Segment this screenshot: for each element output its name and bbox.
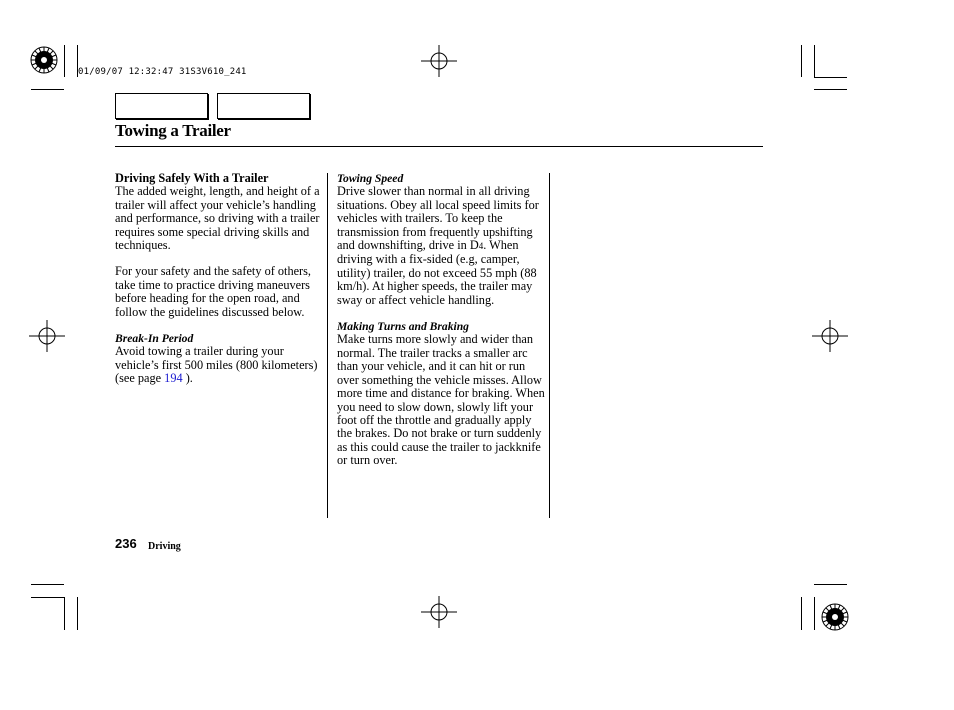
column-divider — [327, 173, 328, 518]
column-1 — [115, 172, 321, 386]
column-divider — [549, 173, 550, 518]
section-heading: Driving Safely With a Trailer — [115, 171, 269, 185]
nav-tab-main-menu[interactable] — [115, 93, 208, 119]
section-name: Driving — [148, 541, 181, 552]
page-title: Towing a Trailer — [115, 121, 231, 140]
registration-crosshair-icon — [812, 320, 848, 352]
registration-crosshair-icon — [421, 45, 457, 77]
paragraph: The added weight, length, and height of a trailer will affect your vehicle’s handling and performance, so driving with a trailer requires some special driving skills and techniques. — [115, 184, 320, 253]
page-reference-link[interactable]: 194 — [164, 371, 183, 386]
print-stamp: 01/09/07 12:32:47 31S3V610_241 — [78, 67, 247, 77]
paragraph: For your safety and the safety of others, take time to practice driving maneuvers before heading for the open road, and follow the guidelines discussed below. — [115, 264, 312, 319]
subheading: Break-In Period — [115, 332, 194, 346]
page-number: 236 — [115, 536, 137, 551]
paragraph: Make turns more slowly and wider than normal. The trailer tracks a smaller arc than your vehicle, and it can hit or run over something the vehicle misses. Allow more time and distance for braking. When you need to slow down, slowly lift your foot off the throttle and gradually apply the brakes. Do not brake or turn suddenly as this could cause the trailer to jackknife or turn over. — [337, 332, 545, 468]
registration-crosshair-icon — [421, 596, 457, 628]
registration-sunburst-icon — [820, 602, 852, 634]
registration-crosshair-icon — [29, 320, 65, 352]
title-rule — [115, 146, 763, 147]
registration-sunburst-icon — [29, 45, 61, 77]
paragraph: Drive slower than normal in all driving situations. Obey all local speed limits for vehicles with trailers. To keep the transmission from frequently upshifting and downshifting, drive in D4. When driving with a fix-sided (e.g, camper, utility) trailer, do not exceed 55 mph (88 km/h). At higher speeds, the trailer may sway or affect vehicle handling. — [337, 184, 539, 307]
paragraph: Avoid towing a trailer during your vehicle’s first 500 miles (800 kilometers) (see page 194 ). — [115, 344, 318, 386]
column-2 — [337, 172, 545, 468]
subheading: Towing Speed — [337, 172, 404, 185]
nav-tab-index[interactable] — [217, 93, 310, 119]
subheading: Making Turns and Braking — [337, 320, 469, 334]
